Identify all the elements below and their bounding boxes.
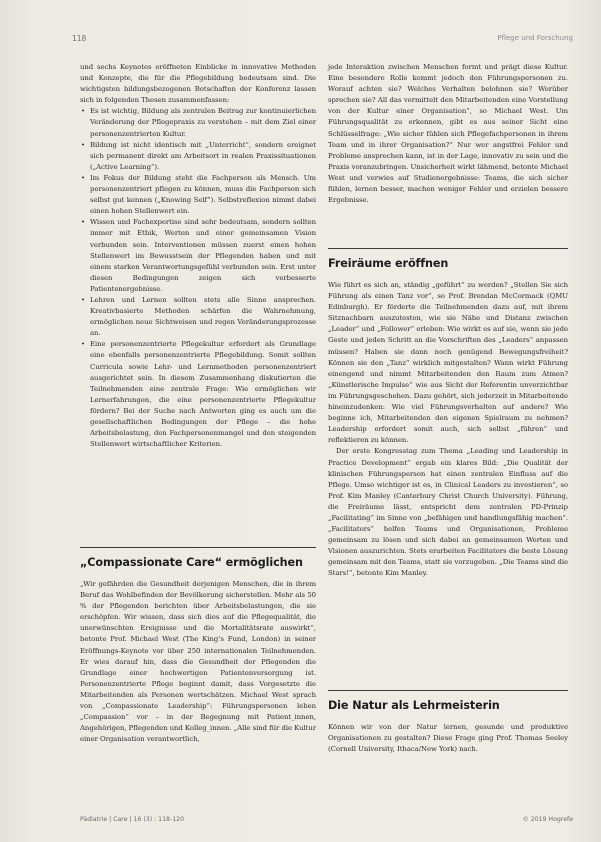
left-column <box>80 62 316 744</box>
list-item: • Im Fokus der Bildung steht die Fachperson als Mensch. Um personenzentriert pflegen zu können, muss die Fachperson sich selbst gut kennen („Knowing Self“). Selbstreflexion nimmt dabei einen hohen Stellenwert ein. <box>90 173 316 217</box>
section-paragraph: Wie führt es sich an, ständig „geführt“ zu werden? „Stellen Sie sich Führung als einen Tanz vor“, so Prof. Brendan McCormack (QMU Edinburgh). Er förderte die Teilnehmenden dazu auf, mit ihrem Sitznachbarn auszutesten, wie sie Nähe und Distanz zwischen „Leader“ und „Follower“ erleben: Wie wirkt es auf sie, wenn sie jede Geste und jeden Schritt an die Vorschriften des „Leaders“ anpassen müssen? Haben sie dann noch genügend Bewegungsfreiheit? Können sie den „Tanz“ wirklich mitgestalten? Wann wirkt Führung einengend und nimmt Mitarbeitenden den Raum zum Atmen? „Künstlerische Impulse“ wie aus Sicht der Referentin unverzichtbar im Führungsgeschehen. Dazu gehört, sich jederzeit in Mitarbeitende hineinzudenken: Wie viel Führungsverhalten auf andere? Wie beginne ich, Mitarbeitenden den eigenen Spielraum zu nehmen? Leadership erfordert somit auch, sich selbst „führen“ und reflektieren zu können. <box>328 281 568 445</box>
section-freiraeume <box>328 248 568 580</box>
list-item: • Es ist wichtig, Bildung als zentralen Beitrag zur kontinuierlichen Veränderung der Pflegepraxis zu verstehen – mit dem Ziel einer personenzentrierten Kultur. <box>90 106 316 139</box>
right-column <box>328 62 568 754</box>
section-heading: Die Natur als Lehrmeisterin <box>328 699 500 712</box>
section-paragraph: Können wir von der Natur lernen, gesunde und produktive Organisationen zu gestalten? Diese Frage ging Prof. Thomas Seeley (Cornell University, Ithaca/New York) nach. <box>328 723 568 754</box>
footer-citation: Pädiatrie | Care | 16 (3) : 118-120 <box>80 816 185 823</box>
thesis-list <box>80 106 316 450</box>
list-item: • Eine personenzentrierte Pflegekultur erfordert als Grundlage eine ebenfalls personenzentrierte Pflegebildung. Somit sollten Curricula sowie Lehr- und Lernmethoden personenzentriert ausgerichtet sein. In diesem Zusammenhang diskutierten die Teilnehmenden eine zentrale Frage: Wie ermöglichen wir Lernerfahrungen, die eine personenzentrierte Pflegekultur fördern? Bei der Suche nach Antworten ging es auch um die gesellschaftlichen Bedingungen der Pflege – die hohe Arbeitsbelastung, den Fachpersonenmangel und den steigenden Stellenwert wirtschaftlicher Kriterien. <box>90 339 316 450</box>
list-item: • Bildung ist nicht identisch mit „Unterricht“, sondern ereignet sich permanent direkt am Arbeitsort in realen Praxissituationen („Active Learning“). <box>90 140 316 173</box>
page-number: 118 <box>72 34 87 43</box>
section-divider <box>328 248 568 249</box>
section-natur <box>328 690 568 755</box>
section-divider <box>328 690 568 691</box>
section-heading: „Compassionate Care“ ermöglichen <box>80 556 303 569</box>
footer-copyright: © 2019 Hogrefe <box>522 816 573 823</box>
top-paragraph: jede Interaktion zwischen Menschen formt und prägt diese Kultur. Eine besondere Rolle kommt jedoch den Führungspersonen zu. Worauf achten sie? Welches Verhalten belohnen sie? Worüber sprechen sie? All das vermittelt den Mitarbeitenden eine Vorstellung von der Kultur einer Organisation“, so Michael West. Um Führungsqualität zu erkennen, gibt es aus seiner Sicht eine Schlüsselfrage: „Wie sicher fühlen sich Pflegefachpersonen in ihrem Team und in ihrer Organisation?“ Nur wer angstfrei Fehler und Probleme ansprechen kann, ist in der Lage, innovativ zu sein und die Praxis voranzubringen. Unsicherheit wirkt lähmend, betonte Michael West und verwies auf Studienergebnisse: Teams, die sich sicher fühlen, lernen besser, machen weniger Fehler und erzielen bessere Ergebnisse. <box>328 63 568 205</box>
list-item: • Lehren und Lernen sollten stets alle Sinne ansprechen. Kreativbasierte Methoden schärfen die Wahrnehmung, ermöglichen neue Sichtweisen und regen Veränderungsprozesse an. <box>90 295 316 339</box>
list-item: • Wissen und Fachexpertise sind sehr bedeutsam, sondern sollten immer mit Ethik, Werten und einer gemeinsamen Vision verbunden sein. Interventionen müssen zuerst einen hohen Stellenwert im Bewusstsein der Pflegenden haben und mit einem starken Verantwortungsgefühl verbunden sein. Erst unter diesen Bedingungen zeigen sich verbesserte Patientenergebnisse. <box>90 217 316 295</box>
running-title: Pflege und Forschung <box>497 34 573 42</box>
intro-paragraph: und sechs Keynotes eröffneten Einblicke in innovative Methoden und Konzepte, die für die Pflegebildung bedeutsam sind. Die wichtigsten bildungsbezogenen Botschaften der Konferenz lassen sich in folgenden Thesen zusammenfassen: <box>80 63 316 105</box>
section-paragraph: Der erste Kongresstag zum Thema „Leading und Leadership in Practice Development“ ergab ein klares Bild: „Die Qualität der klinischen Führungsperson hat einen zentralen Einfluss auf die Pflege. Umso wichtiger ist es, in Clinical Leaders zu investieren“, so Prof. Kim Manley (Canterbury Christ Church University). Führung, die Freiräume lässt, entspricht dem zentralen PD-Prinzip „Facilitating“ im Sinne von „befähigen und handlungsfähig machen“. „Facilitators“ helfen Teams und Organisationen, Probleme gemeinsam zu lösen und sich dabei an gemeinsamen Werten und Visionen auszurichten. Stets erarbeiten Facilitators die beste Lösung gemeinsam mit den Teams, statt sie vorzugeben. „Die Teams sind die Stars!“, betonte Kim Manley. <box>328 447 568 578</box>
section-divider <box>80 547 316 548</box>
section-paragraph: „Wir gefährden die Gesundheit derjenigen Menschen, die in ihrem Beruf das Wohlbefinden der Bevölkerung sicherstellen. Mehr als 50 % der Pflegenden berichten über Arbeitsbelastungen, die sie erschöpfen. Wir wissen, dass sich dies auf die Pflegequalität, die unerwünschten Ereignisse und die Mortalitätsrate auswirkt“, betonte Prof. Michael West (The King’s Fund, London) in seiner Eröffnungs-Keynote vor über 250 internationalen Teilnehmenden. Er wies darauf hin, dass die Gesundheit der Pflegenden die Grundlage einer hochwertigen Patientenversorgung ist. Personenzentrierte Pflege beginnt damit, dass Vorgesetzte die Mitarbeitenden als Personen wertschätzen. Michael West sprach von „Compassionate Leadership“: Führungspersonen leben „Compassion“ vor – in der Begegnung mit Patient_innen, Angehörigen, Pflegenden und Kolleg_innen. „Alle sind für die Kultur einer Organisation verantwortlich, <box>80 580 316 744</box>
section-heading: Freiräume eröffnen <box>328 257 449 270</box>
section-compassionate-care <box>80 547 316 745</box>
